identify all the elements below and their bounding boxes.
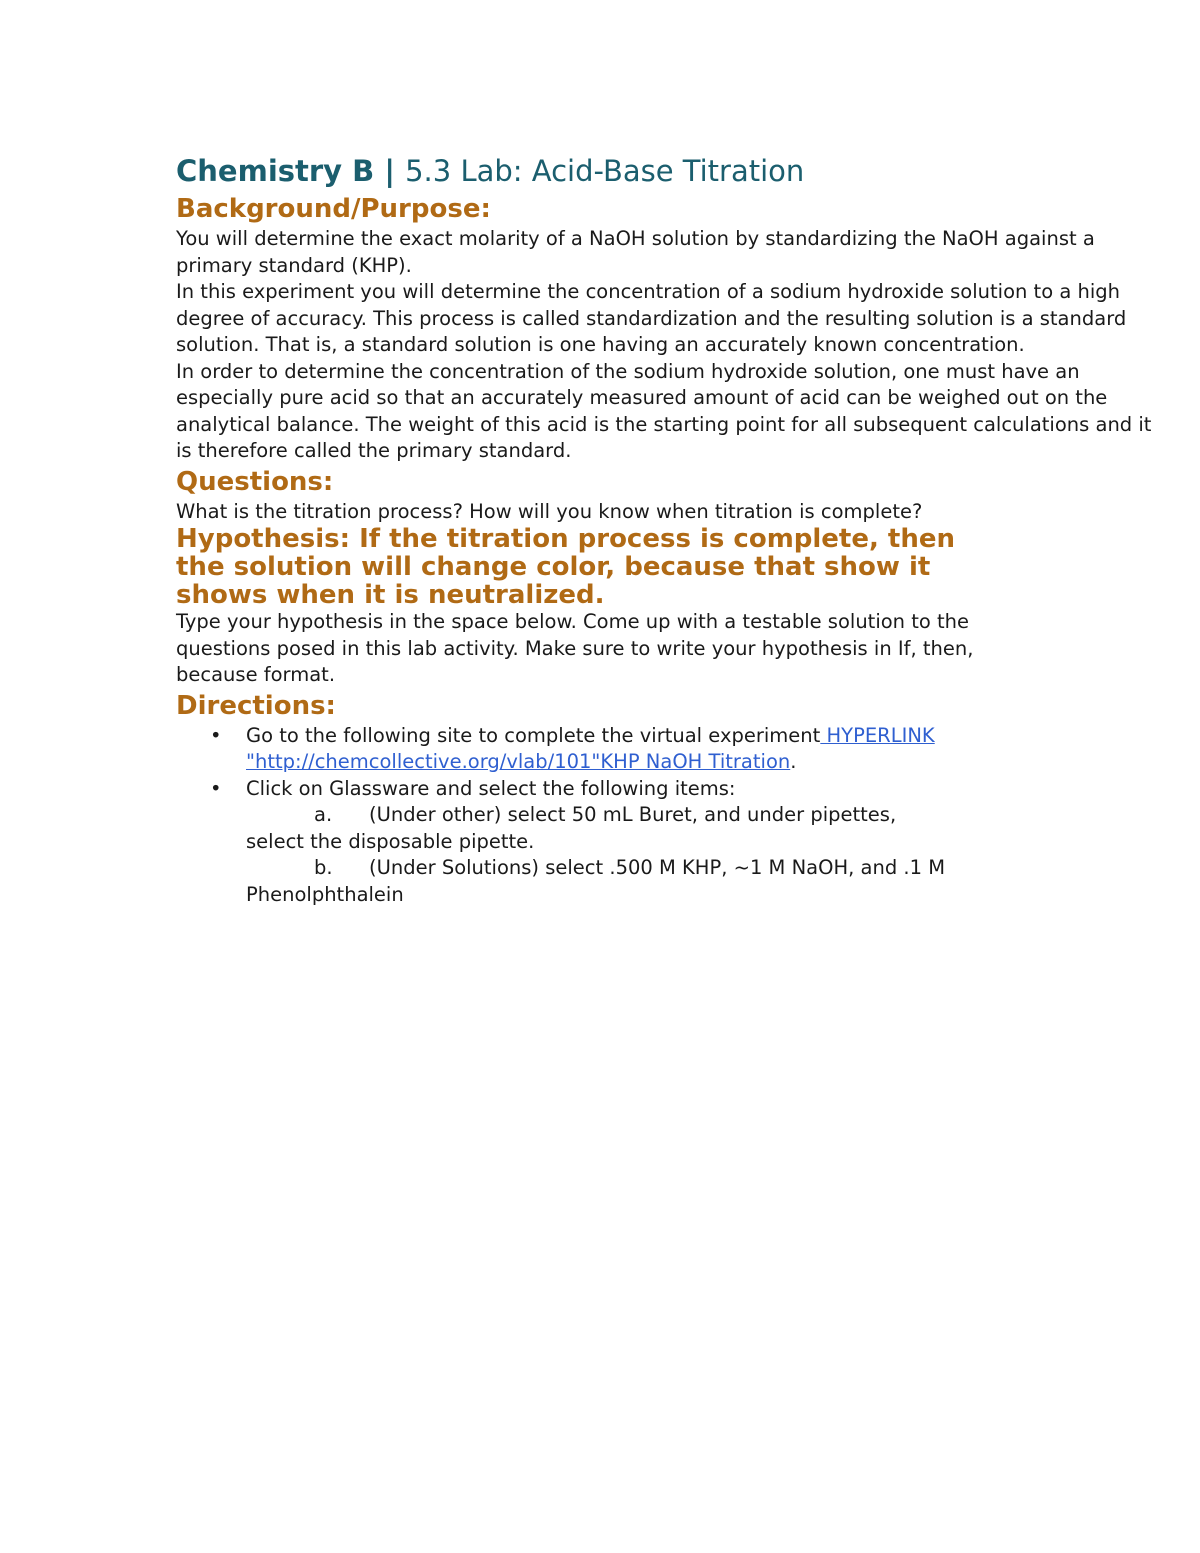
sub-item-a-marker: a. <box>314 803 333 826</box>
background-paragraph-2: In this experiment you will determine the concentration of a sodium hydroxide solution to a high degree of accuracy. This process is called standardization and the resulting solution is a standard solution. That is, a standard solution is one having an accurately known concentration. <box>176 280 1127 356</box>
sub-item-a-text: (Under other) select 50 mL Buret, and under pipettes, <box>369 803 897 826</box>
directions-list <box>176 723 1166 909</box>
sub-item-a-line-2: select the disposable pipette. <box>246 829 535 853</box>
directions-heading: Directions: <box>176 690 336 721</box>
title-separator: | <box>384 154 395 188</box>
questions-text: What is the titration process? How will you know when titration is complete? <box>176 499 923 523</box>
hypothesis-instructions: Type your hypothesis in the space below. Come up with a testable solution to the questions posed in this lab activity. Make sure to write your hypothesis in If, then, because format. <box>176 610 974 686</box>
bullet-icon: • <box>210 723 222 747</box>
sub-item-b-text: (Under Solutions) select .500 M KHP, ~1 M NaOH, and .1 M <box>369 856 946 879</box>
course-name: Chemistry B <box>176 154 375 188</box>
background-paragraph-1: You will determine the exact molarity of a NaOH solution by standardizing the NaOH against a primary standard (KHP). <box>176 227 1095 277</box>
lab-title: 5.3 Lab: Acid-Base Titration <box>405 154 805 188</box>
directions-item-1-text: Go to the following site to complete the virtual experiment <box>246 723 821 747</box>
sub-item-b-line-1 <box>246 855 1026 882</box>
document-title <box>176 150 1166 192</box>
sub-item-b-line-2: Phenolphthalein <box>246 882 404 906</box>
sub-item-a-line-1 <box>246 802 1026 829</box>
sub-item-b-marker: b. <box>314 856 333 879</box>
document-page <box>176 150 1166 908</box>
background-paragraph-3: In order to determine the concentration of the sodium hydroxide solution, one must have an especially pure acid so that an accurately measured amount of acid can be weighed out on the analytical balance. The weight of this acid is the starting point for all subsequent calculations and it is therefore called the primary standard. <box>176 359 1152 462</box>
virtual-lab-link[interactable]: HYPERLINK "http://chemcollective.org/vlab/101"KHP NaOH Titration <box>246 723 935 773</box>
directions-item-1-suffix: . <box>790 750 797 773</box>
background-heading: Background/Purpose: <box>176 194 491 224</box>
directions-item-2 <box>176 776 1026 909</box>
directions-item-1 <box>176 723 1026 776</box>
directions-item-2-text: Click on Glassware and select the following items: <box>246 776 736 800</box>
bullet-icon: • <box>210 776 222 800</box>
hypothesis-heading: Hypothesis: If the titration process is complete, then the solution will change color, because that show it shows when it is neutralized. <box>176 524 956 610</box>
questions-heading: Questions: <box>176 466 334 497</box>
